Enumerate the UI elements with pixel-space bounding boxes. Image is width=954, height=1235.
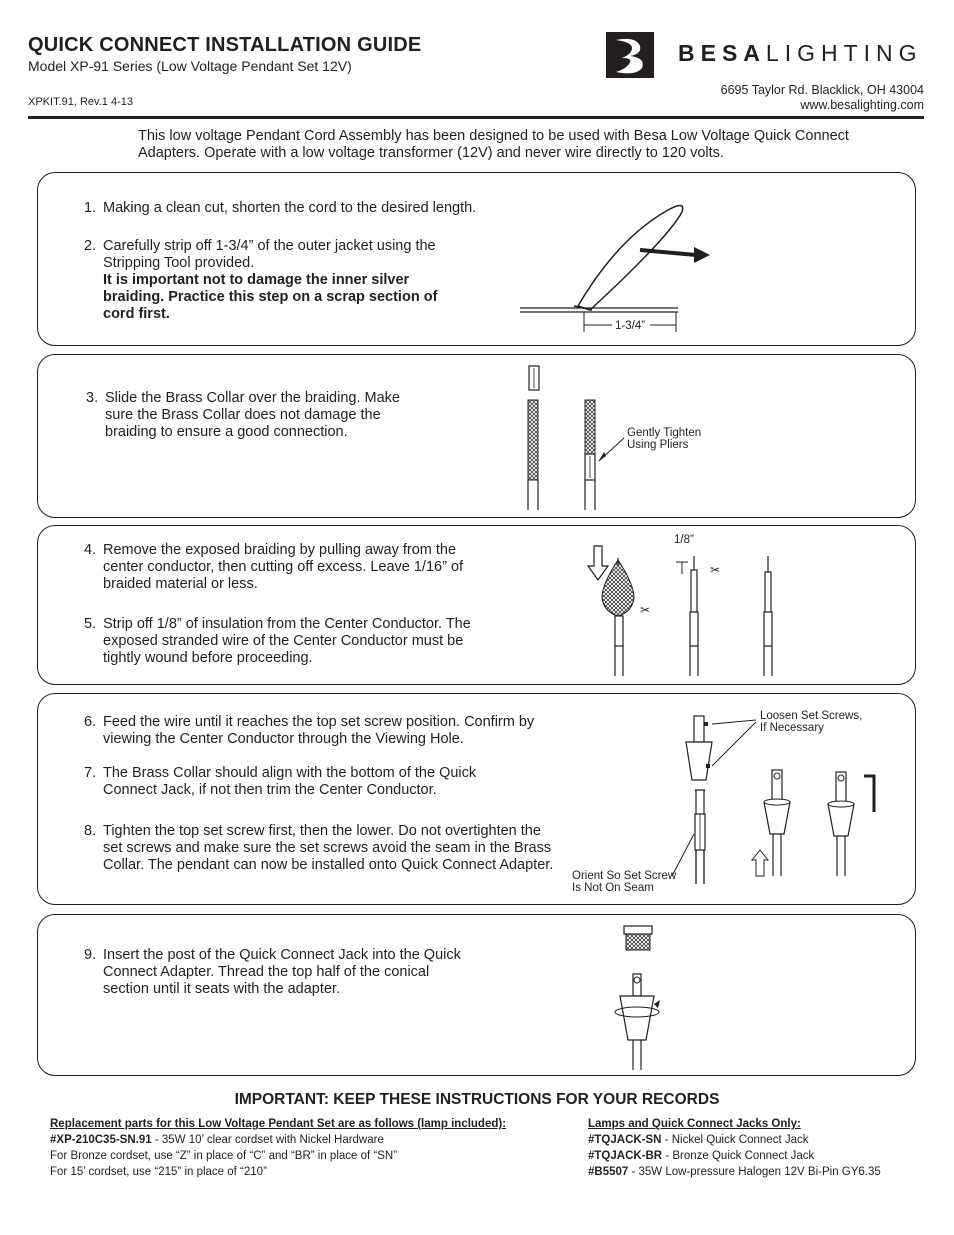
- part-code: #XP-210C35-SN.91: [50, 1134, 152, 1146]
- step-text: The Brass Collar should align with the bottom of the Quick Connect Jack, if not then trim the Center Conductor.: [103, 765, 477, 798]
- strip-length-label: 1-3/4”: [615, 320, 646, 332]
- step-9: [84, 947, 464, 998]
- step-6: [84, 714, 554, 748]
- list-item: #TQJACK-BR - Bronze Quick Connect Jack: [588, 1150, 815, 1162]
- brand-b-icon: [606, 32, 654, 78]
- brand-light: LIGHTING: [765, 40, 923, 66]
- document-number: XPKIT.91, Rev.1 4-13: [28, 96, 133, 108]
- company-website[interactable]: www.besalighting.com: [800, 98, 924, 112]
- gently-tighten-label: Gently Tighten Using Pliers: [627, 427, 702, 451]
- header-divider: [28, 116, 924, 119]
- step-number: 6.: [84, 714, 97, 730]
- step-text: Insert the post of the Quick Connect Jack into the Quick Connect Adapter. Thread the top half of the conical section until it seats with the adapter.: [103, 947, 461, 997]
- important-notice: IMPORTANT: KEEP THESE INSTRUCTIONS FOR YOUR RECORDS: [234, 1091, 720, 1108]
- adapter-install-illustration: [606, 922, 676, 1072]
- step-number: 3.: [86, 390, 99, 406]
- step-2: [84, 238, 444, 323]
- replacement-parts-heading: Replacement parts for this Low Voltage Pendant Set are as follows (lamp included):: [50, 1118, 507, 1130]
- list-item: #B5507 - 35W Low-pressure Halogen 12V Bi-Pin GY6.35: [588, 1166, 881, 1178]
- company-address: [721, 83, 924, 113]
- brand-logo-mark: [606, 32, 654, 78]
- svg-text:✂: ✂: [640, 603, 651, 617]
- lamps-and-jacks: [588, 1116, 928, 1180]
- step-3: [86, 390, 406, 441]
- list-item: #TQJACK-SN - Nickel Quick Connect Jack: [588, 1134, 809, 1146]
- step-text: Remove the exposed braiding by pulling away from the center conductor, then cutting off excess. Leave 1/16” of braided material or less.: [103, 542, 464, 592]
- step-text: Slide the Brass Collar over the braiding. Make sure the Brass Collar does not damage the braiding to ensure a good connection.: [105, 390, 400, 440]
- step-8: [84, 823, 556, 874]
- length-note: For 15’ cordset, use “215” in place of “210”: [50, 1166, 267, 1178]
- intro-paragraph: This low voltage Pendant Cord Assembly has been designed to be used with Besa Low Voltage Quick Connect Adapters. Operate with a low voltage transformer (12V) and never wire directly to 120 volts.: [138, 128, 849, 161]
- step-number: 8.: [84, 823, 97, 839]
- step-number: 9.: [84, 947, 97, 963]
- step-5: [84, 616, 484, 667]
- brand-bold: BESA: [678, 40, 766, 66]
- page-subtitle: Model XP-91 Series (Low Voltage Pendant Set 12V): [28, 58, 352, 74]
- step-text: Carefully strip off 1-3/4” of the outer jacket using the Stripping Tool provided.: [103, 238, 436, 271]
- brass-collar-illustration: [520, 364, 640, 512]
- step-4: [84, 542, 474, 593]
- stripping-tool-illustration: [518, 198, 718, 338]
- address-street: 6695 Taylor Rd. Blacklick, OH 43004: [720, 83, 924, 97]
- braid-removal-illustration: [588, 536, 788, 680]
- bronze-note: For Bronze cordset, use “Z” in place of “C” and “BR” in place of “SN”: [50, 1150, 398, 1162]
- page-title: QUICK CONNECT INSTALLATION GUIDE: [28, 34, 422, 56]
- step-number: 5.: [84, 616, 97, 632]
- step-number: 1.: [84, 200, 97, 216]
- step-text: Feed the wire until it reaches the top set screw position. Confirm by viewing the Center Conductor through the Viewing Hole.: [103, 714, 535, 747]
- eighth-inch-label: 1/8”: [674, 534, 694, 546]
- step-1: [84, 200, 524, 217]
- step-text: Tighten the top set screw first, then the lower. Do not overtighten the set screws and make sure the set screws avoid the seam in the Brass Collar. The pendant can now be installed onto Quick Connect Adapter.: [103, 823, 554, 873]
- replacement-parts: Replacement parts for this Low Voltage Pendant Set are as follows (lamp included): #XP-210C35-SN.91 - 35W 10’ clear cordset with Nickel Hardware For Bronze cordset, use “Z” in place of “C” and “BR” in place of “SN” For 15’ cordset, use “215” in place of “210”: [50, 1116, 570, 1180]
- svg-text:✂: ✂: [710, 563, 721, 577]
- step-warning: It is important not to damage the inner silver braiding. Practice this step on a scrap section of cord first.: [103, 272, 438, 322]
- step-text: Strip off 1/8” of insulation from the Center Conductor. The exposed stranded wire of the Center Conductor must be tightly wound before proceeding.: [103, 616, 471, 666]
- step-number: 4.: [84, 542, 97, 558]
- lamps-heading: Lamps and Quick Connect Jacks Only:: [588, 1118, 801, 1130]
- step-7: [84, 765, 524, 799]
- step-text: Making a clean cut, shorten the cord to the desired length.: [103, 200, 477, 216]
- loosen-set-screws-label: Loosen Set Screws, If Necessary: [760, 710, 863, 734]
- step-number: 2.: [84, 238, 97, 254]
- brand-wordmark: [678, 40, 923, 67]
- step-number: 7.: [84, 765, 97, 781]
- orient-set-screw-label: Orient So Set Screw Is Not On Seam: [572, 870, 677, 894]
